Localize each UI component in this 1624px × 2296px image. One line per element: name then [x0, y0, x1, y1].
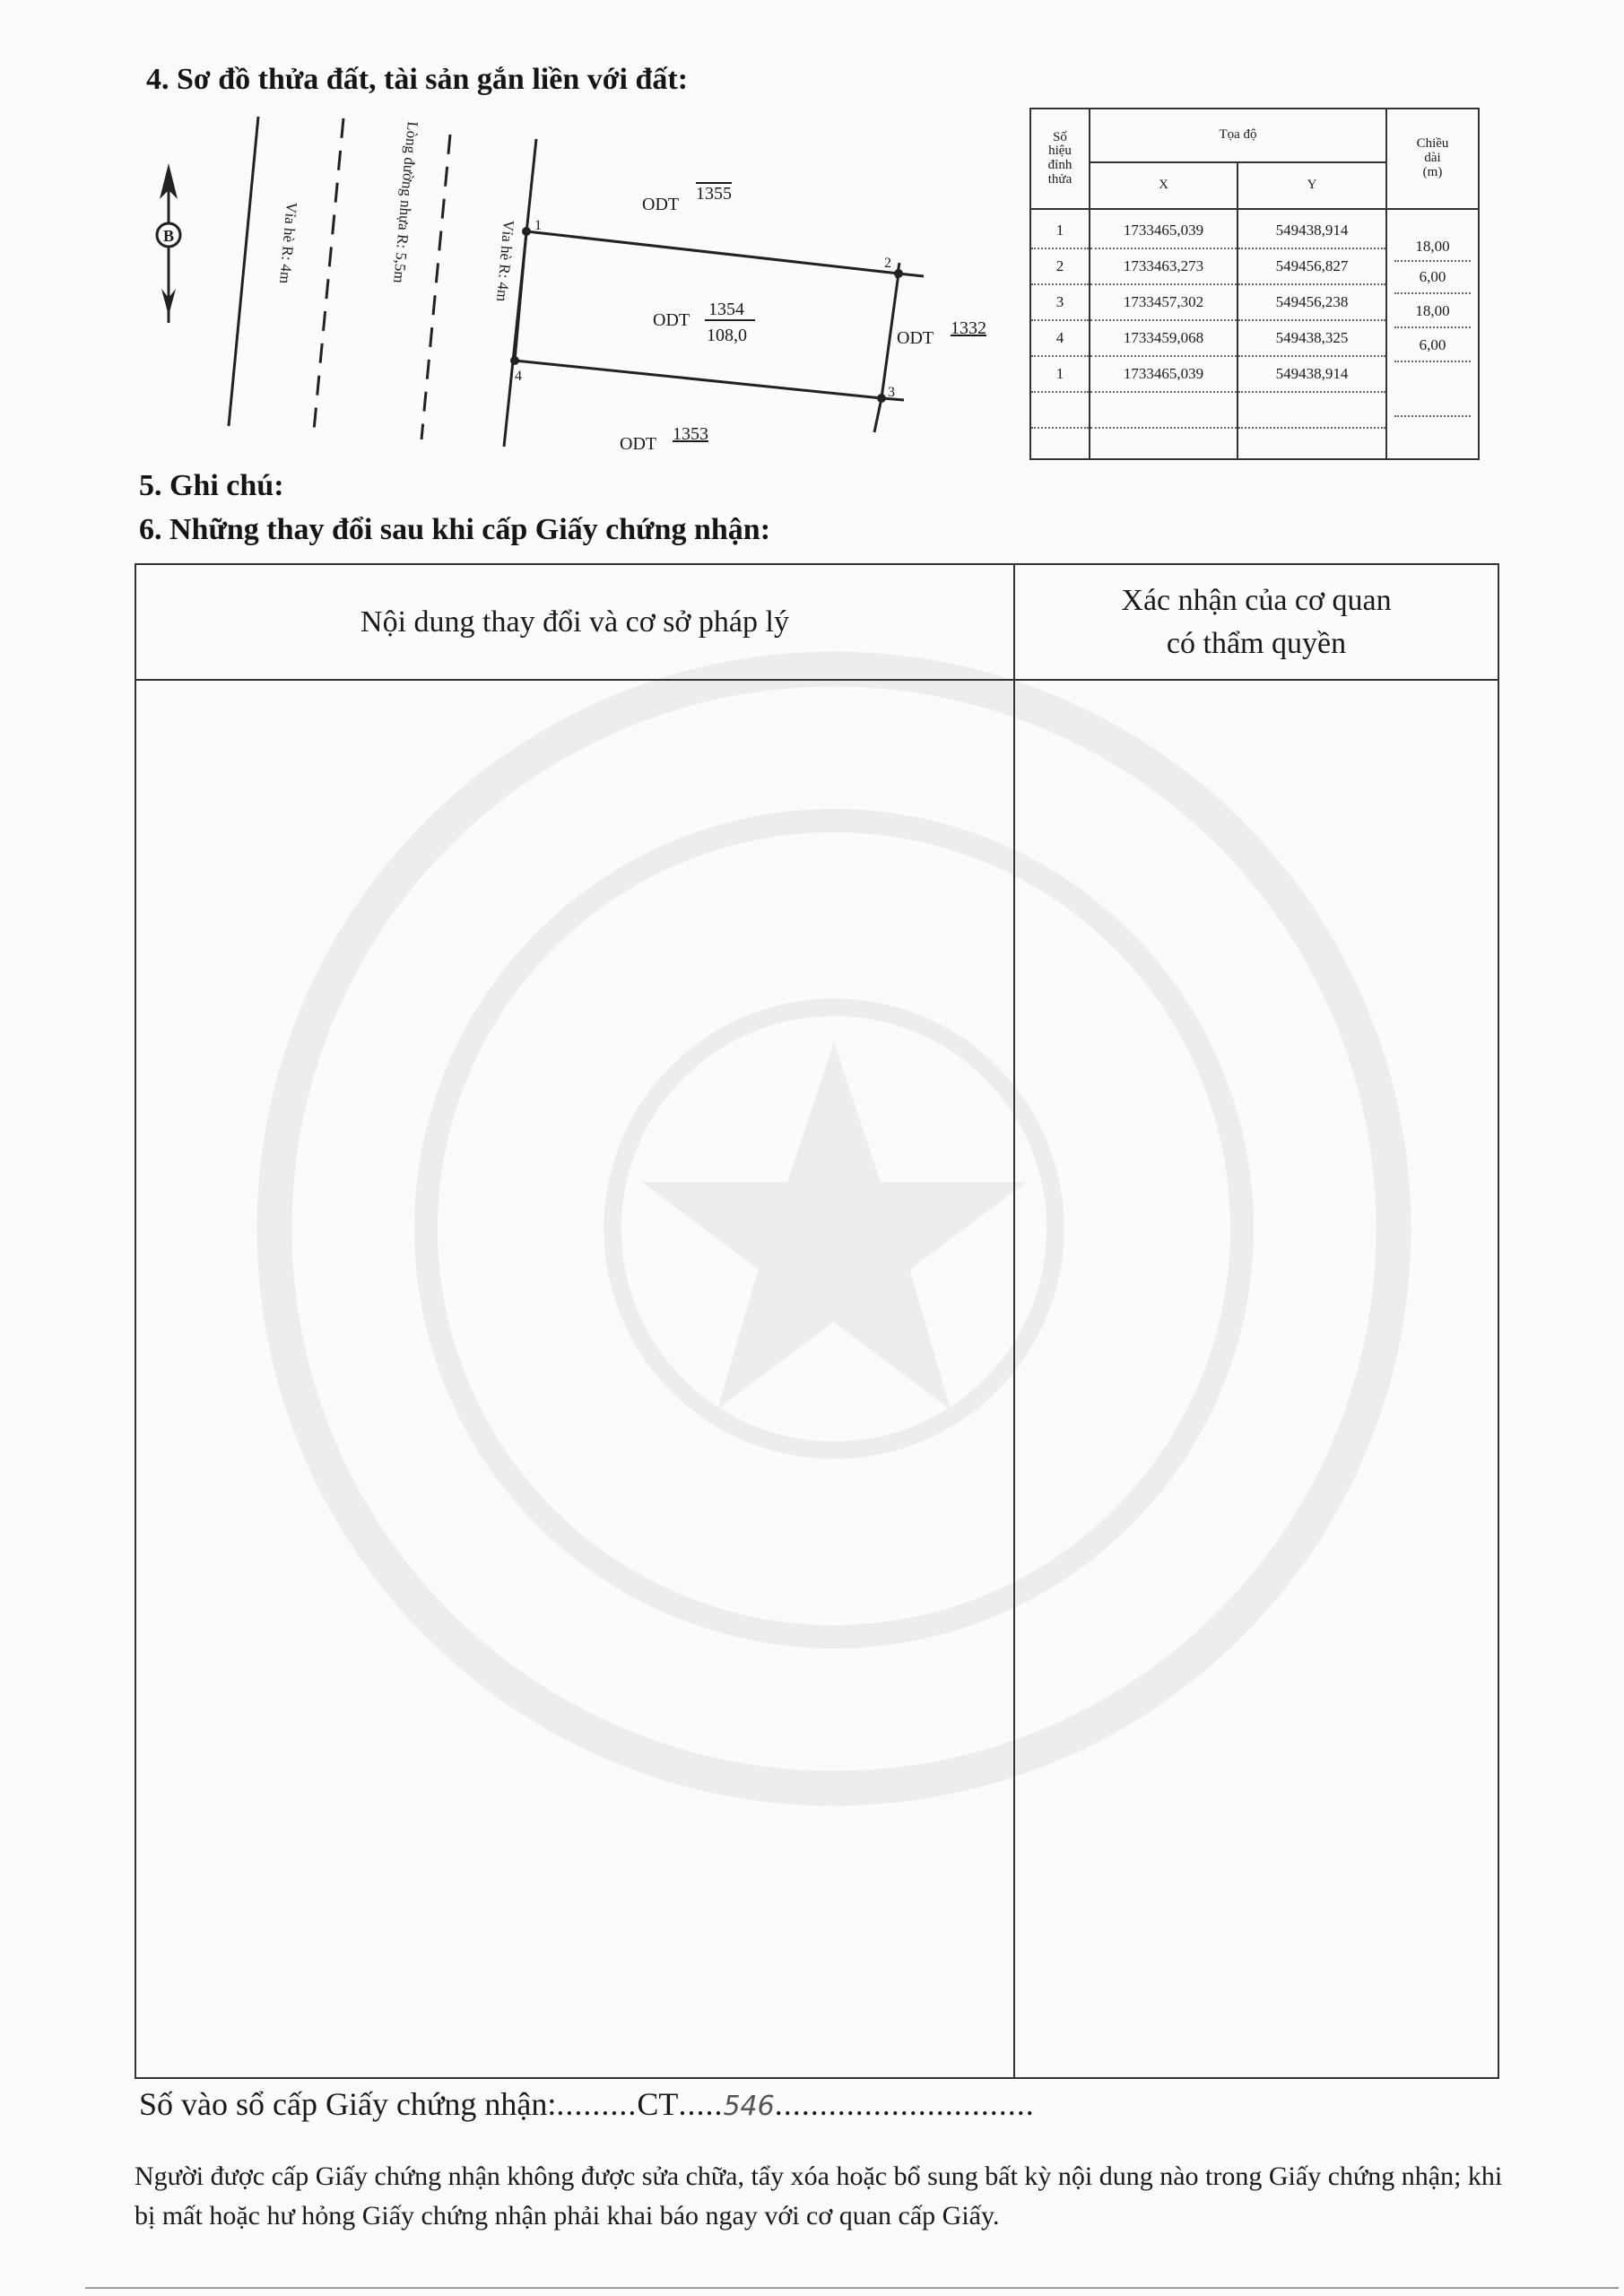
neighbor-bottom-number: 1353 [673, 424, 708, 444]
parcel-outline [515, 231, 899, 398]
x-cell: 1733463,273 [1090, 249, 1237, 285]
bottom-rule [85, 2287, 1619, 2289]
point-cell: 3 [1031, 285, 1089, 321]
road-edge-left [229, 117, 258, 426]
length-cell: 18,00 [1415, 238, 1450, 255]
north-label: B [162, 227, 175, 245]
point-col-header: Số hiệu đỉnh thửa [1030, 109, 1090, 209]
point-cell: 1 [1031, 357, 1089, 393]
y-cell: 549456,827 [1238, 249, 1385, 285]
length-cell: 18,00 [1415, 302, 1450, 319]
changes-col-content-header: Nội dung thay đổi và cơ sở pháp lý [135, 564, 1014, 680]
changes-col-confirm-header: Xác nhận của cơ quan có thẩm quyền [1014, 564, 1498, 680]
section-6-title: 6. Những thay đổi sau khi cấp Giấy chứng nhận: [139, 513, 771, 546]
parcel-prefix: ODT [653, 310, 690, 330]
vertex-label-4: 4 [515, 369, 522, 384]
empty-cell [1238, 393, 1385, 429]
x-col-header: X [1090, 162, 1238, 209]
registry-prefix: CT [637, 2086, 679, 2122]
parcel-area: 108,0 [707, 326, 747, 345]
length-divider [1394, 361, 1471, 362]
point-cell: 4 [1031, 321, 1089, 357]
section-5-title: 5. Ghi chú: [139, 469, 284, 502]
x-cell: 1733457,302 [1090, 285, 1237, 321]
empty-cell [1090, 393, 1237, 429]
y-cell: 549438,325 [1238, 321, 1385, 357]
parcel-edge-extension-bottom [874, 398, 881, 432]
north-arrow-icon [157, 163, 180, 323]
road-centerline-2 [421, 135, 450, 439]
y-col-header: Y [1238, 162, 1386, 209]
length-column [1386, 209, 1479, 454]
changes-content-cell [135, 680, 1014, 2078]
neighbor-top-prefix: ODT [642, 195, 680, 214]
neighbor-right-prefix: ODT [897, 328, 934, 348]
vertex-label-3: 3 [888, 385, 895, 400]
registry-line: Số vào sổ cấp Giấy chứng nhận:.........CT.....546............................. [139, 2086, 1035, 2122]
vertex-4 [510, 356, 519, 365]
vertex-1 [522, 227, 531, 236]
section-4-title: 4. Sơ đồ thửa đất, tài sản gắn liền với đất: [146, 63, 689, 96]
parcel-sketch [135, 99, 1022, 475]
point-cell: 2 [1031, 249, 1089, 285]
length-divider [1394, 260, 1471, 262]
neighbor-bottom-prefix: ODT [620, 434, 657, 454]
registry-label: Số vào sổ cấp Giấy chứng nhận: [139, 2086, 557, 2122]
vertex-3 [877, 394, 886, 403]
footer-note: Người được cấp Giấy chứng nhận không được sửa chữa, tẩy xóa hoặc bổ sung bất kỳ nội dung nào trong Giấy chứng nhận; khi bị mất hoặc hư hỏng Giấy chứng nhận phải khai báo ngay với cơ quan cấp Giấy. [135, 2161, 1503, 2231]
coord-group-header: Tọa độ [1090, 109, 1386, 162]
y-cell: 549438,914 [1238, 357, 1385, 393]
parcel-number: 1354 [708, 300, 744, 319]
y-cell: 549438,914 [1238, 213, 1385, 249]
road-label-left-sidewalk: Vỉa hè R: 4m [276, 201, 300, 285]
y-column [1238, 209, 1386, 454]
neighbor-top-number: 1355 [696, 184, 732, 204]
vertex-label-1: 1 [534, 218, 542, 233]
vertex-2 [894, 269, 903, 278]
point-cell: 1 [1031, 213, 1089, 249]
length-divider [1394, 292, 1471, 294]
neighbor-right-number: 1332 [951, 318, 986, 338]
x-cell: 1733465,039 [1090, 357, 1237, 393]
length-cell: 6,00 [1419, 336, 1446, 353]
coordinates-table [1029, 108, 1480, 460]
length-col-header: Chiều dài (m) [1386, 109, 1479, 209]
registry-number: 546 [723, 2091, 775, 2122]
vertex-label-2: 2 [884, 256, 891, 271]
x-cell: 1733465,039 [1090, 213, 1237, 249]
empty-cell [1031, 393, 1089, 429]
road-centerline-1 [314, 118, 343, 430]
y-cell: 549456,238 [1238, 285, 1385, 321]
point-column [1030, 209, 1090, 454]
x-cell: 1733459,068 [1090, 321, 1237, 357]
changes-confirm-cell [1014, 680, 1498, 2078]
road-label-right-sidewalk: Vỉa hè R: 4m [493, 219, 517, 303]
length-divider [1394, 415, 1471, 417]
changes-table [135, 563, 1499, 2079]
length-cell: 6,00 [1419, 268, 1446, 285]
road-label-road: Lòng đường nhựa R: 5,5m [390, 120, 421, 284]
length-divider [1394, 326, 1471, 328]
x-column [1090, 209, 1238, 454]
